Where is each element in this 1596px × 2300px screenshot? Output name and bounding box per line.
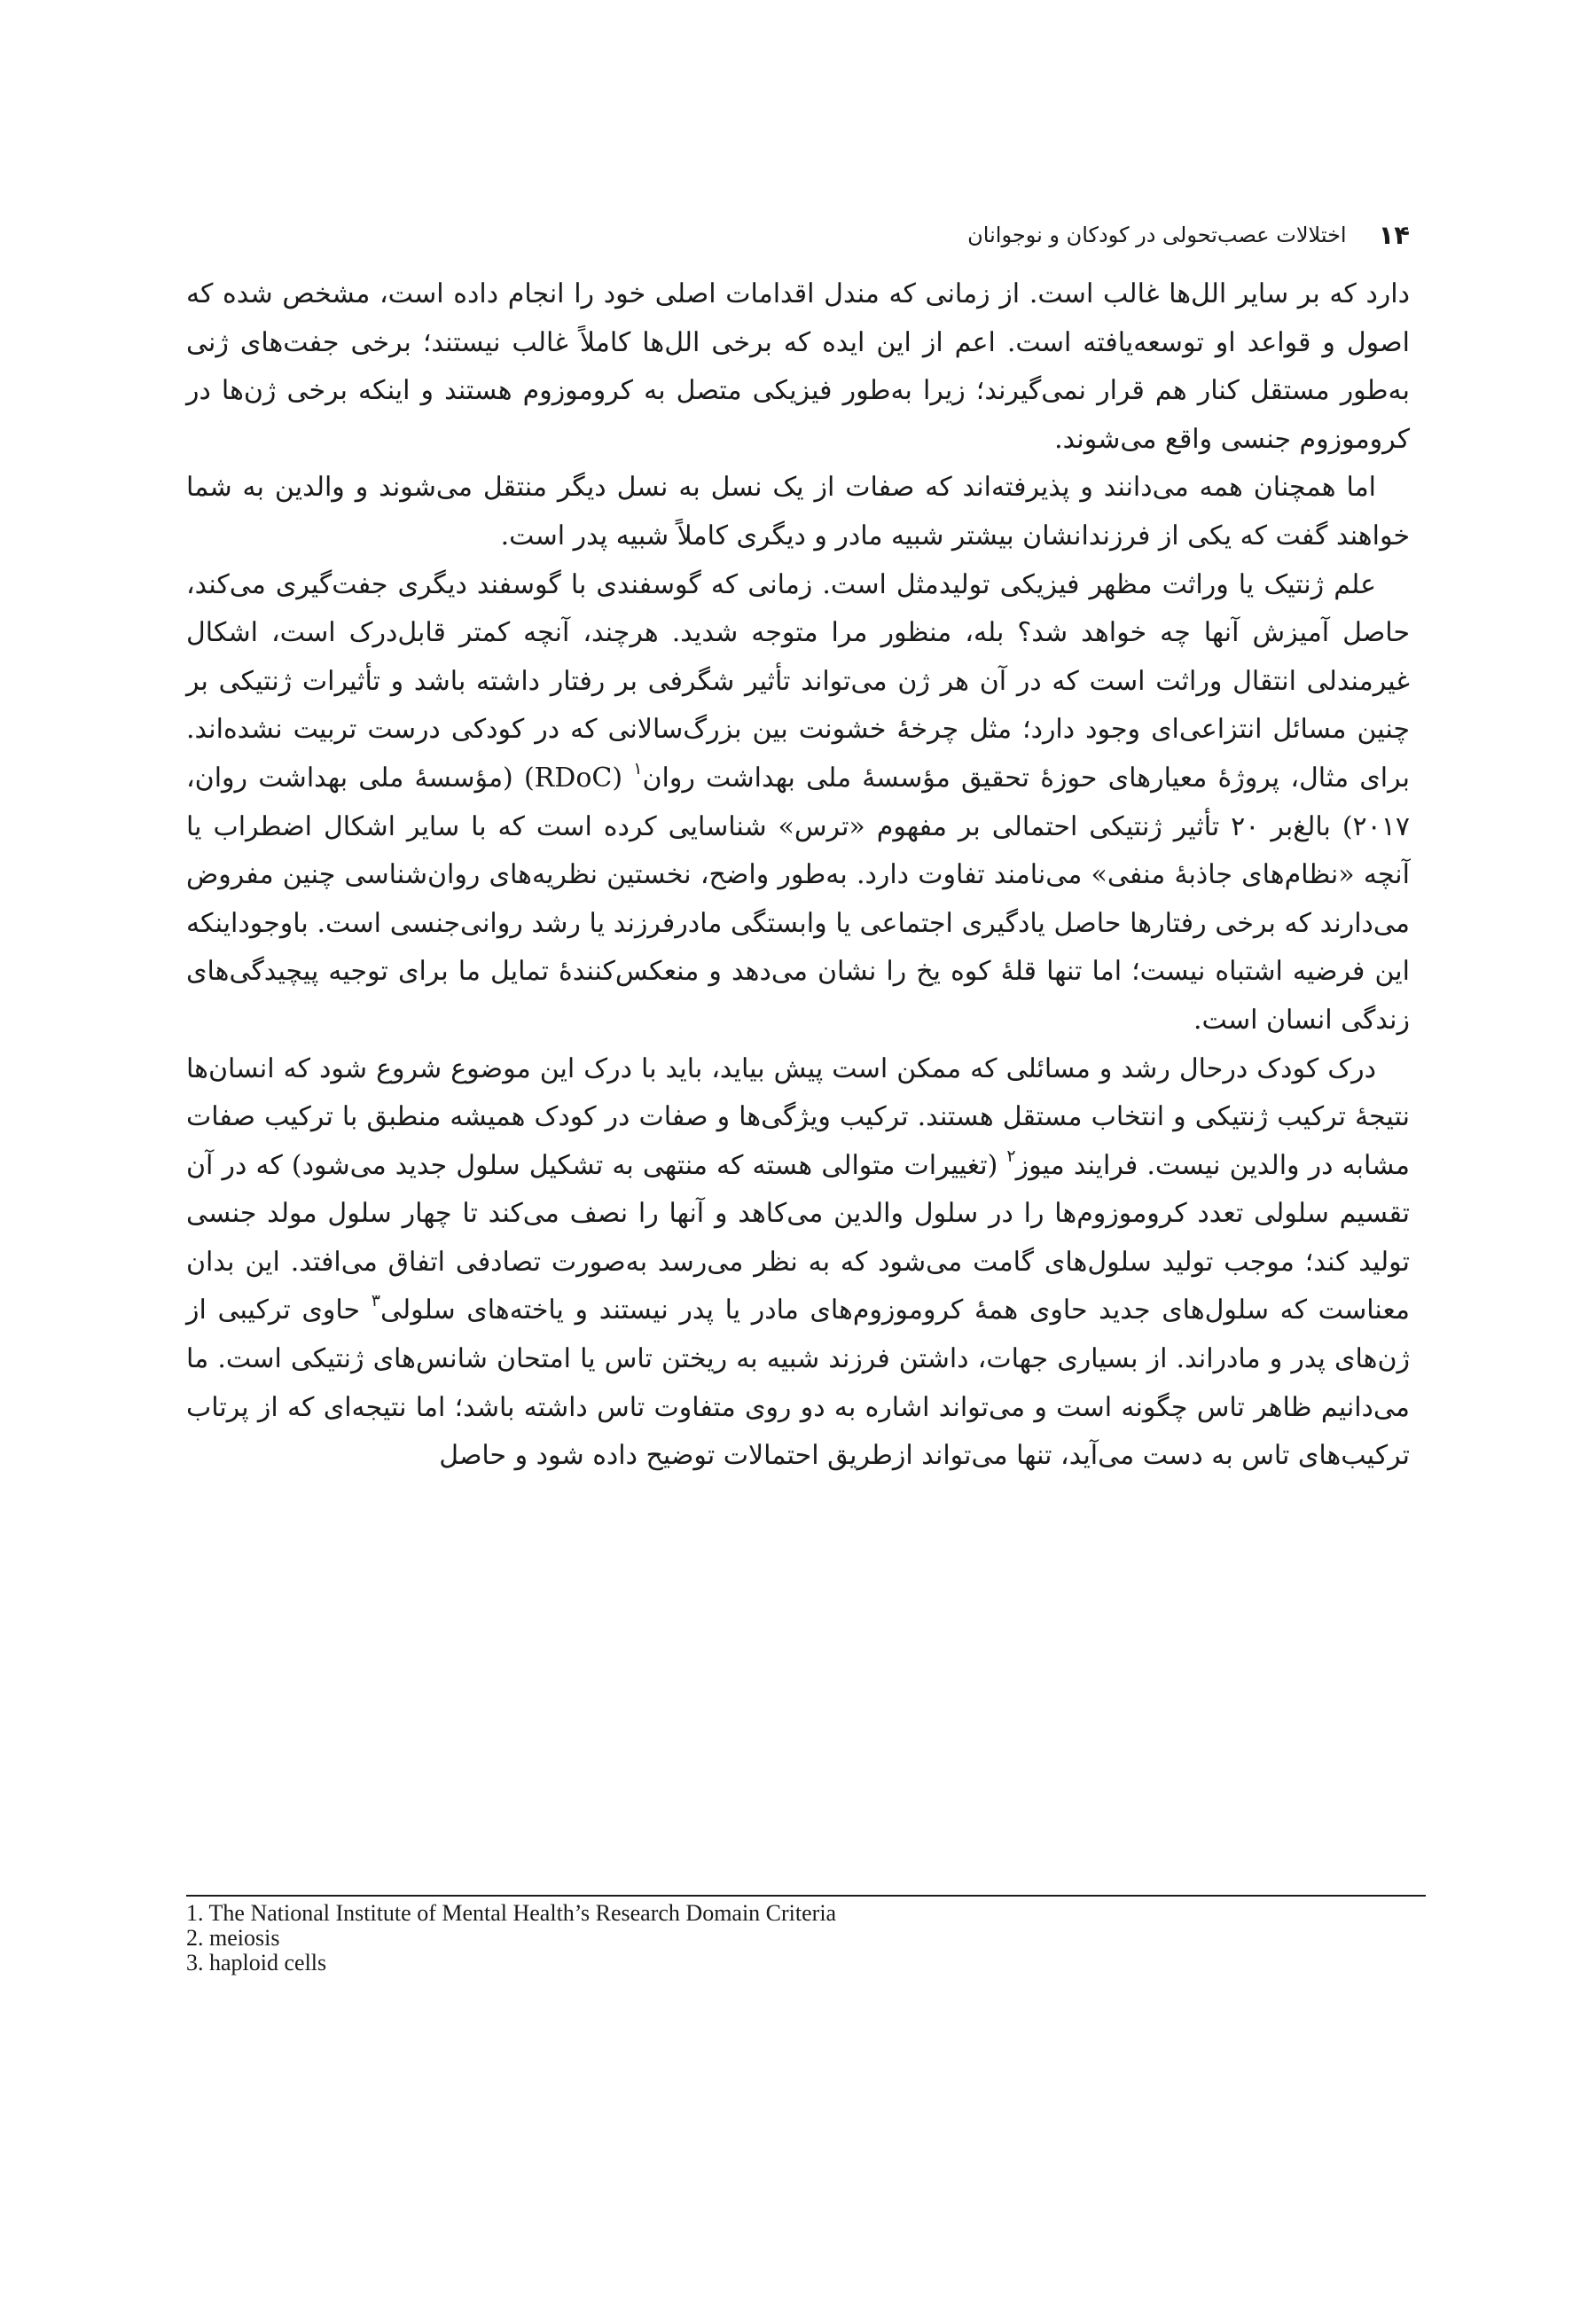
paragraph-3-part-a: علم ژنتیک یا وراثت مظهر فیزیکی تولیدمثل است. زمانی که گوسفندی با گوسفند دیگری جفت‌گیری می‌کند، حاصل آمیزش آنها چه خواهد شد؟ بله، منظور مرا متوجه شدید. هرچند، آنچه کمتر قابل‌درک است، اشکال غیرمندلی انتقال وراثت است که در آن هر ژن می‌تواند تأثیر شگرفی بر رفتار داشته باشد و تأثیرات ژنتیکی بر چنین مسائل انتزاعی‌ای وجود دارد؛ مثل چرخهٔ خشونت بین بزرگ‌سالانی که در کودکی درست تربیت نشده‌اند. برای مثال، پروژهٔ معیارهای حوزهٔ تحقیق مؤسسهٔ ملی بهداشت روان — [186, 568, 1410, 794]
footnote-1: 1. The National Institute of Mental Health’s Research Domain Criteria — [186, 1900, 837, 1926]
footnote-3: 3. haploid cells — [186, 1950, 327, 1975]
paragraph-4-part-b: (تغییرات متوالی هسته که منتهی به تشکیل سلول جدید می‌شود) که در آن تقسیم سلولی تعدد کروموزوم‌ها را در سلول والدین می‌کاهد و آنها را نصف می‌کند تا چهار سلول مولد جنسی تولید کند؛ موجب تولید سلول‌های گامت می‌شود که به نظر می‌رسد به‌صورت تصادفی اتفاق می‌افتد. این بدان معناست که سلول‌های جدید حاوی همهٔ کروموزوم‌های مادر یا پدر نیستند و یاخته‌های سلولی — [186, 1149, 1410, 1326]
footnote-2: 2. meiosis — [186, 1925, 280, 1951]
paragraph-4-part-c: حاوی ترکیبی از ژن‌های پدر و مادراند. از بسیاری جهات، داشتن فرزند شبیه به ریختن تاس یا امتحان شانس‌های ژنتیکی است. ما می‌دانیم ظاهر تاس چگونه است و می‌تواند اشاره به دو روی متفاوت تاس داشته باشد؛ اما نتیجه‌ای که از پرتاب ترکیب‌های تاس به دست می‌آید، تنها می‌تواند ازطریق احتمالات توضیح داده شود و حاصل — [186, 1295, 1410, 1472]
paragraph-4 — [186, 1045, 1410, 1481]
page-number: ۱۴ — [1378, 220, 1410, 250]
paragraph-3-part-b: (RDoC) (مؤسسهٔ ملی بهداشت روان، ۲۰۱۷) بالغ‌بر ۲۰ تأثیر ژنتیکی احتمالی بر مفهوم «ترس» شناسایی کرده است که با سایر اشکال اضطراب یا آنچه «نظام‌های جاذبهٔ منفی» می‌نامند تفاوت دارد. به‌طور واضح، نخستین نظریه‌های روان‌شناسی چنین مفروض می‌دارند که برخی رفتارها حاصل یادگیری اجتماعی یا وابستگی مادرفرزند یا رشد روانی‌جنسی است. باوجوداینکه این فرضیه اشتباه نیست؛ اما تنها قلهٔ کوه یخ را نشان می‌دهد و منعکس‌کنندهٔ تمایل ما برای توجیه پیچیدگی‌های زندگی انسان است. — [186, 762, 1410, 1036]
running-header — [186, 213, 1410, 257]
footnote-divider — [186, 1895, 1426, 1897]
footnotes — [186, 1901, 1162, 1975]
main-text — [186, 270, 1410, 1481]
paragraph-1: دارد که بر سایر الل‌ها غالب است. از زمانی که مندل اقدامات اصلی خود را انجام داده است، مشخص شده که اصول و قواعد او توسعه‌یافته است. اعم از این ایده که برخی الل‌ها کاملاً غالب نیستند؛ برخی جفت‌های ژنی به‌طور مستقل کنار هم قرار نمی‌گیرند؛ زیرا به‌طور فیزیکی متصل به کروموزوم هستند و اینکه برخی ژن‌ها در کروموزوم جنسی واقع می‌شوند. — [186, 278, 1410, 455]
footnote-ref-3: ۳ — [371, 1291, 380, 1311]
footnote-ref-1: ۱ — [633, 758, 643, 778]
paragraph-4-part-a: درک کودک درحال رشد و مسائلی که ممکن است پیش بیاید، باید با درک این موضوع شروع شود که انسان‌ها نتیجهٔ ترکیب ژنتیکی و انتخاب مستقل هستند. ترکیب ویژگی‌ها و صفات در کودک همیشه منطبق با ترکیب صفات مشابه در والدین نیست. فرایند میوز — [186, 1052, 1410, 1181]
running-title: اختلالات عصب‌تحولی در کودکان و نوجوانان — [967, 223, 1347, 247]
footnote-ref-2: ۲ — [1006, 1146, 1016, 1166]
paragraph-2: اما همچنان همه می‌دانند و پذیرفته‌اند که صفات از یک نسل به نسل دیگر منتقل می‌شوند و والدین به شما خواهند گفت که یکی از فرزندانشان بیشتر شبیه مادر و دیگری کاملاً شبیه پدر است. — [186, 472, 1410, 552]
paragraph-3 — [186, 561, 1410, 1045]
